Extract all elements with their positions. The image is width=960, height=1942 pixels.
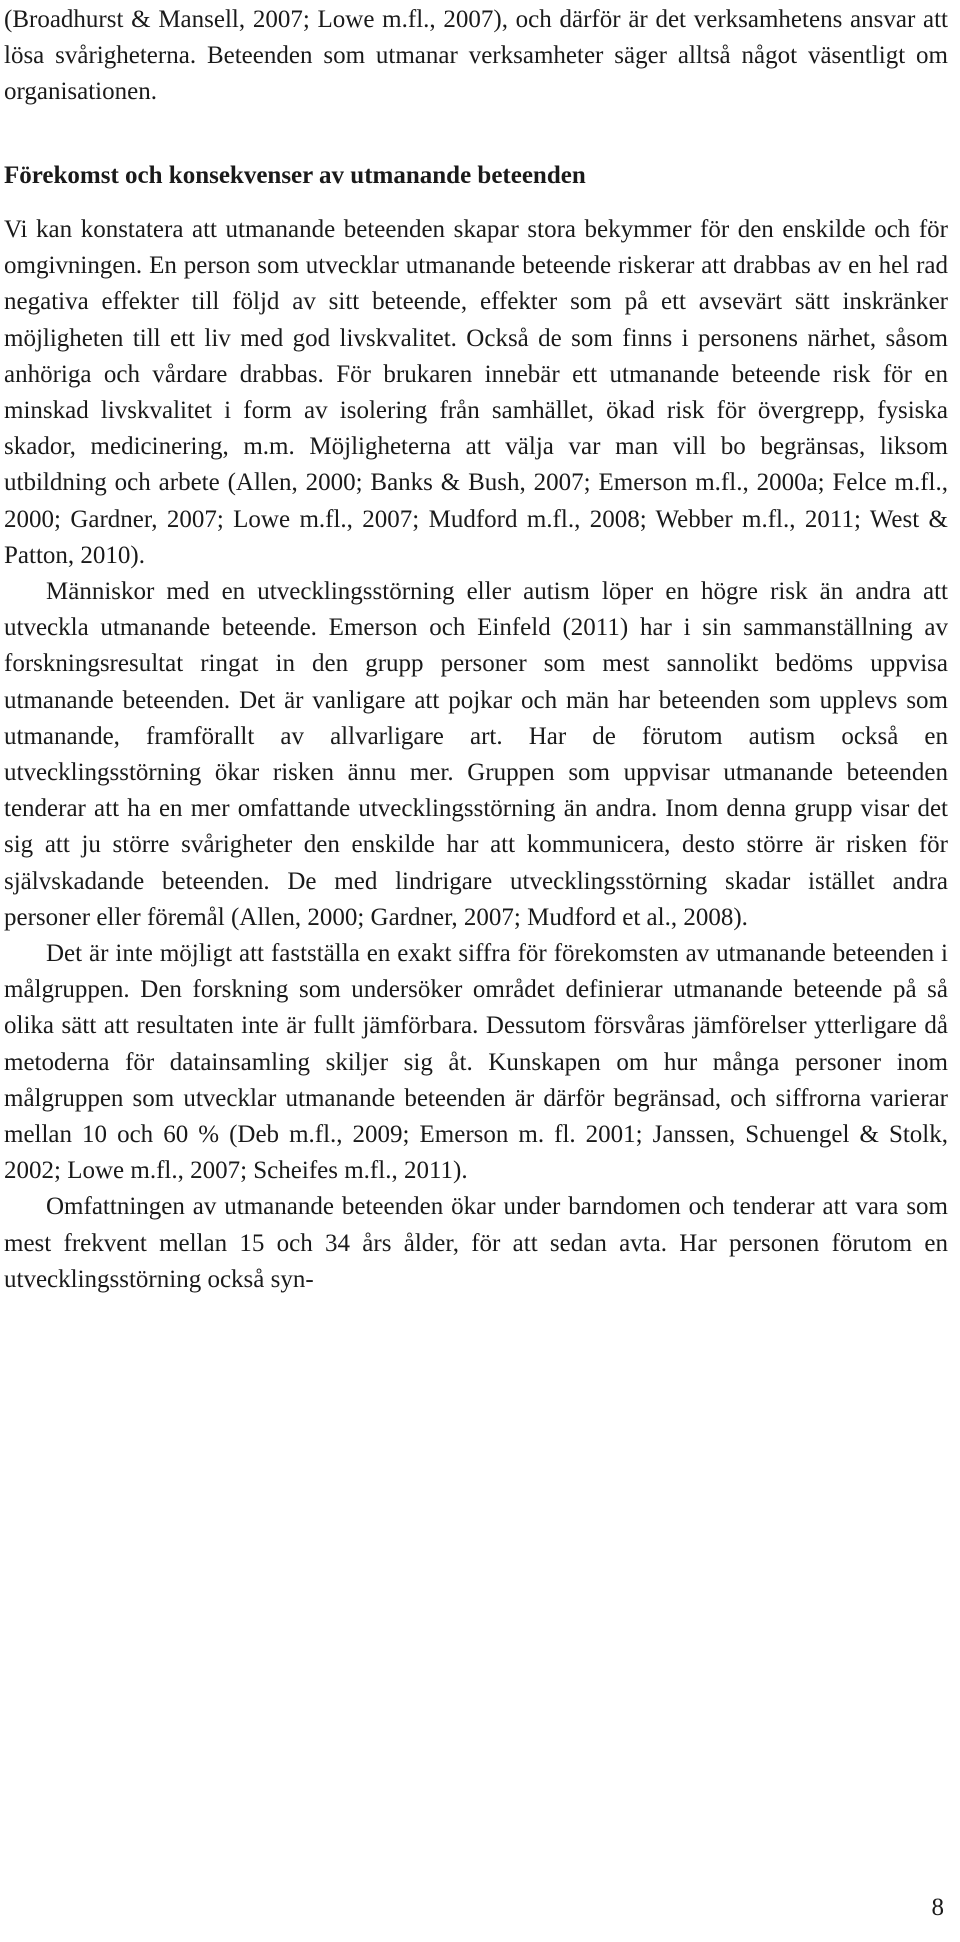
paragraph-prevalence: Det är inte möjligt att fastställa en exakt siffra för förekomsten av utmanande beteenden i målgruppen. Den forskning som undersöker området definierar utmanande beteende på så olika sätt att resultaten inte är fullt jämförbara. Dessutom försvåras jämförelser ytterligare då metoderna för datainsamling skiljer sig åt. Kunskapen om hur många personer inom målgruppen som utvecklar utmanande beteenden är därför begränsad, och siffrorna varierar mellan 10 och 60 % (Deb m.fl., 2009; Emerson m. fl. 2001; Janssen, Schuengel & Stolk, 2002; Lowe m.fl., 2007; Scheifes m.fl., 2011). (4, 940, 948, 1185)
section-heading: Förekomst och konsekvenser av utmanande beteenden (4, 162, 586, 189)
page-number: 8 (931, 1894, 944, 1921)
paragraph-age-distribution: Omfattningen av utmanande beteenden ökar under barndomen och tenderar att vara som mest frekvent mellan 15 och 34 års ålder, för att sedan avta. Har personen förutom en utvecklingsstörning också syn- (4, 1193, 948, 1293)
paragraph-risk-groups: Människor med en utvecklingsstörning eller autism löper en högre risk än andra att utveckla utmanande beteende. Emerson och Einfeld (2011) har i sin sammanställning av forskningsresultat ringat in den grupp personer som mest sannolikt bedöms uppvisa utmanande beteenden. Det är vanligare att pojkar och män har beteenden som upplevs som utmanande, framförallt av allvarligare art. Har de förutom autism också en utvecklingsstörning ökar risken ännu mer. Gruppen som uppvisar utmanande beteenden tenderar att ha en mer omfattande utvecklingsstörning än andra. Inom denna grupp visar det sig att ju större svårigheter den enskilde har att kommunicera, desto större är risken för självskadande beteenden. De med lindrigare utvecklingsstörning skadar istället andra personer eller föremål (Allen, 2000; Gardner, 2007; Mudford et al., 2008). (4, 578, 948, 931)
section-body (4, 212, 948, 1298)
paragraph-consequences: Vi kan konstatera att utmanande beteenden skapar stora bekymmer för den enskilde och för omgivningen. En person som utvecklar utmanande beteende riskerar att drabbas av en hel rad negativa effekter till följd av sitt beteende, effekter som på ett avsevärt sätt inskränker möjligheten till ett liv med god livskvalitet. Också de som finns i personens närhet, såsom anhöriga och vårdare drabbas. För brukaren innebär ett utmanande beteende risk för en minskad livskvalitet i form av isolering från samhället, ökad risk för övergrepp, fysiska skador, medicinering, m.m. Möjligheterna att välja var man vill bo begränsas, liksom utbildning och arbete (Allen, 2000; Banks & Bush, 2007; Emerson m.fl., 2000a; Felce m.fl., 2000; Gardner, 2007; Lowe m.fl., 2007; Mudford m.fl., 2008; Webber m.fl., 2011; West & Patton, 2010). (4, 216, 948, 569)
lead-paragraph: (Broadhurst & Mansell, 2007; Lowe m.fl., 2007), och därför är det verksamhetens ansvar att lösa svårigheterna. Beteenden som utmanar verksamheter säger alltså något väsentligt om organisationen. (4, 6, 948, 106)
